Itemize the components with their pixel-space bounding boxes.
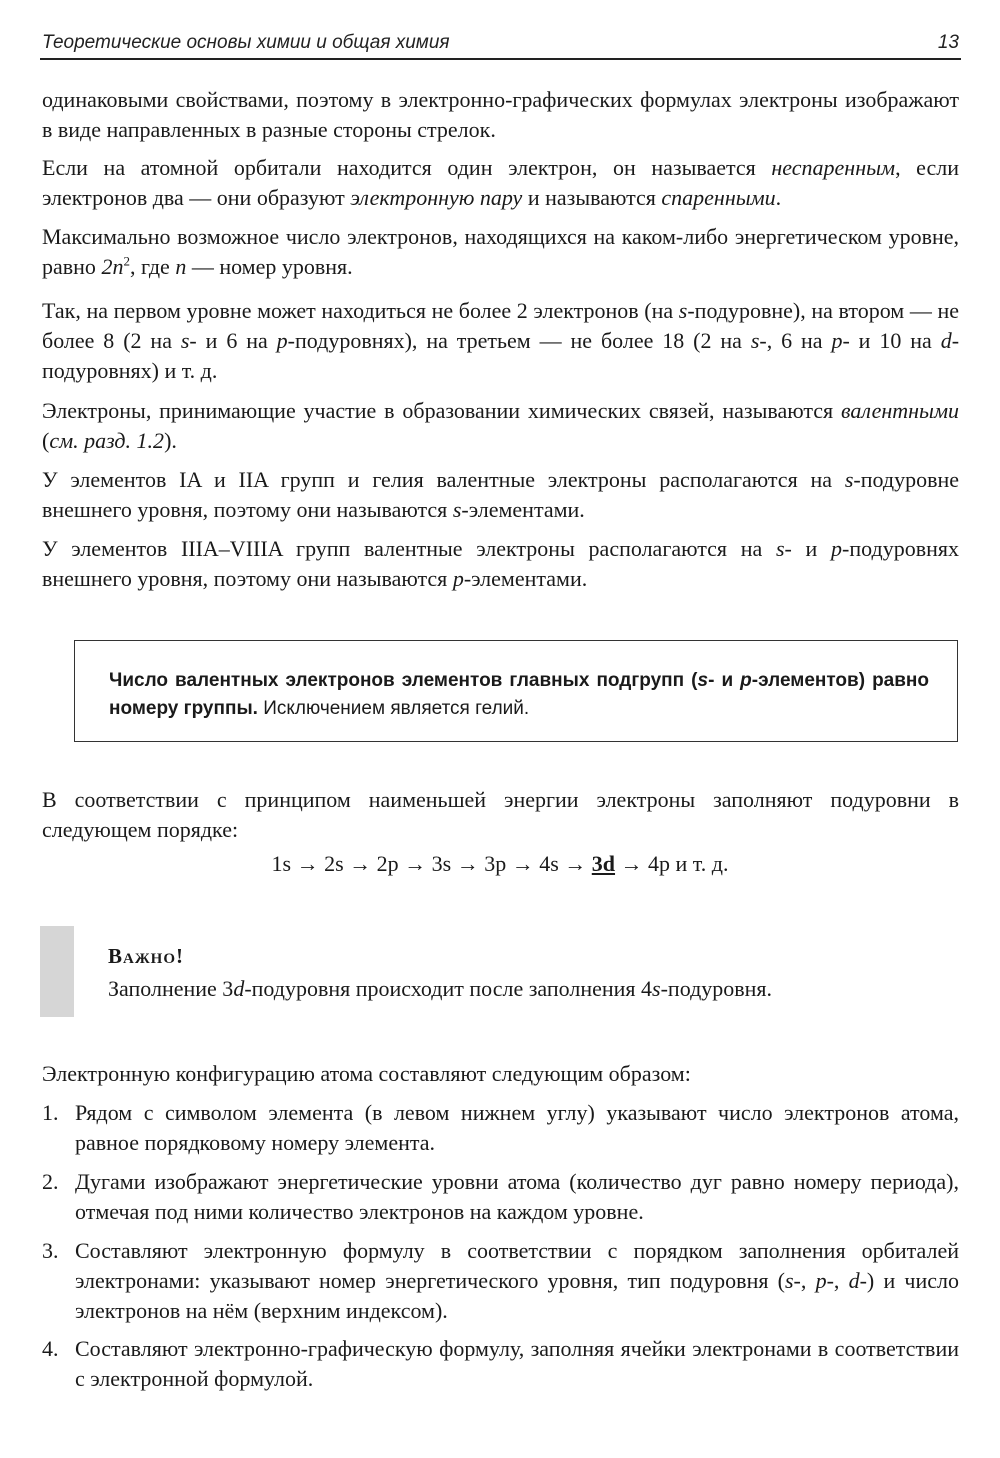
term-paired: спаренными xyxy=(661,185,776,210)
paragraph-max-electrons: Максимально возможное число электронов, находящихся на каком-либо энергетическом уровне, равно $2n^2$, где n — номер уровня. xyxy=(42,224,959,279)
paragraph-s-elements: У элементов IA и IIA групп и гелия валентные электроны располагаются на s-подуровне внешнего уровня, поэтому они называются s-элементами. xyxy=(42,467,959,522)
paragraph-p-elements: У элементов IIIA–VIIIA групп валентные электроны располагаются на s- и p-подуровнях внешнего уровня, поэтому они называются p-элементами. xyxy=(42,536,959,591)
note-title: Важно! xyxy=(108,944,184,968)
term-unpaired: неспаренным xyxy=(771,155,896,180)
list-item: 1. Рядом с символом элемента (в левом нижнем углу) указывают число электронов атома, равное порядковому номеру элемента. xyxy=(42,1100,959,1155)
paragraph-filling-order: В соответствии с принципом наименьшей энергии электроны заполняют подуровни в следующем порядке: xyxy=(42,787,959,842)
page-number: 13 xyxy=(937,32,959,53)
paragraph-valence: Электроны, принимающие участие в образовании химических связей, называются валентными (см. разд. 1.2). xyxy=(42,398,959,453)
list-item: 4. Составляют электронно-графическую формулу, заполняя ячейки электронами в соответствии с электронной формулой. xyxy=(42,1336,959,1391)
paragraph-unpaired: Если на атомной орбитали находится один электрон, он называется неспаренным, если электронов два — они образуют электронную пару и называются спаренными. xyxy=(42,155,959,210)
rule-box xyxy=(74,640,958,742)
paragraph-configuration: Электронную конфигурацию атома составляют следующим образом: xyxy=(42,1061,691,1086)
term-electron-pair: электронную пару xyxy=(350,185,523,210)
list-item: 3. Составляют электронную формулу в соответствии с порядком заполнения орбиталей электронами: указывают номер энергетического уровня, тип подуровня (s-, p-, d-) и число электронов на нём (верхним индексом). xyxy=(42,1238,960,1323)
term-valence: валентными xyxy=(841,398,959,423)
list-item: 2. Дугами изображают энергетические уровни атома (количество дуг равно номеру периода), отмечая под ними количество электронов на каждом уровне. xyxy=(42,1169,959,1224)
rule-text: Число валентных электронов элементов главных подгрупп (s- и p-элементов) равно номеру группы. Исключением является гелий. xyxy=(109,670,930,719)
running-header xyxy=(40,30,961,60)
formula-2n2: 2n xyxy=(101,254,124,279)
note-side-bar xyxy=(40,926,74,1017)
running-title: Теоретические основы химии и общая химия xyxy=(42,32,450,53)
paragraph-arrows: одинаковыми свойствами, поэтому в электронно-графических формулах электроны изображают в виде направленных в разные стороны стрелок. xyxy=(42,87,959,142)
filling-order-formula: 1s → 2s → 2p → 3s → 3p → 4s → 3d → 4p и т. д. xyxy=(271,851,729,876)
highlighted-3d: 3d xyxy=(591,851,616,876)
cross-reference: см. разд. 1.2 xyxy=(49,428,165,453)
paragraph-levels: Так, на первом уровне может находиться не более 2 электронов (на s-подуровне), на втором — не более 8 (2 на s- и 6 на p-подуровнях), на третьем — не более 18 (2 на s-, 6 на p- и 10 на d-подуровнях) и т. д. xyxy=(42,298,960,383)
note-text: Заполнение 3d-подуровня происходит после заполнения 4s-подуровня. xyxy=(108,976,773,1001)
